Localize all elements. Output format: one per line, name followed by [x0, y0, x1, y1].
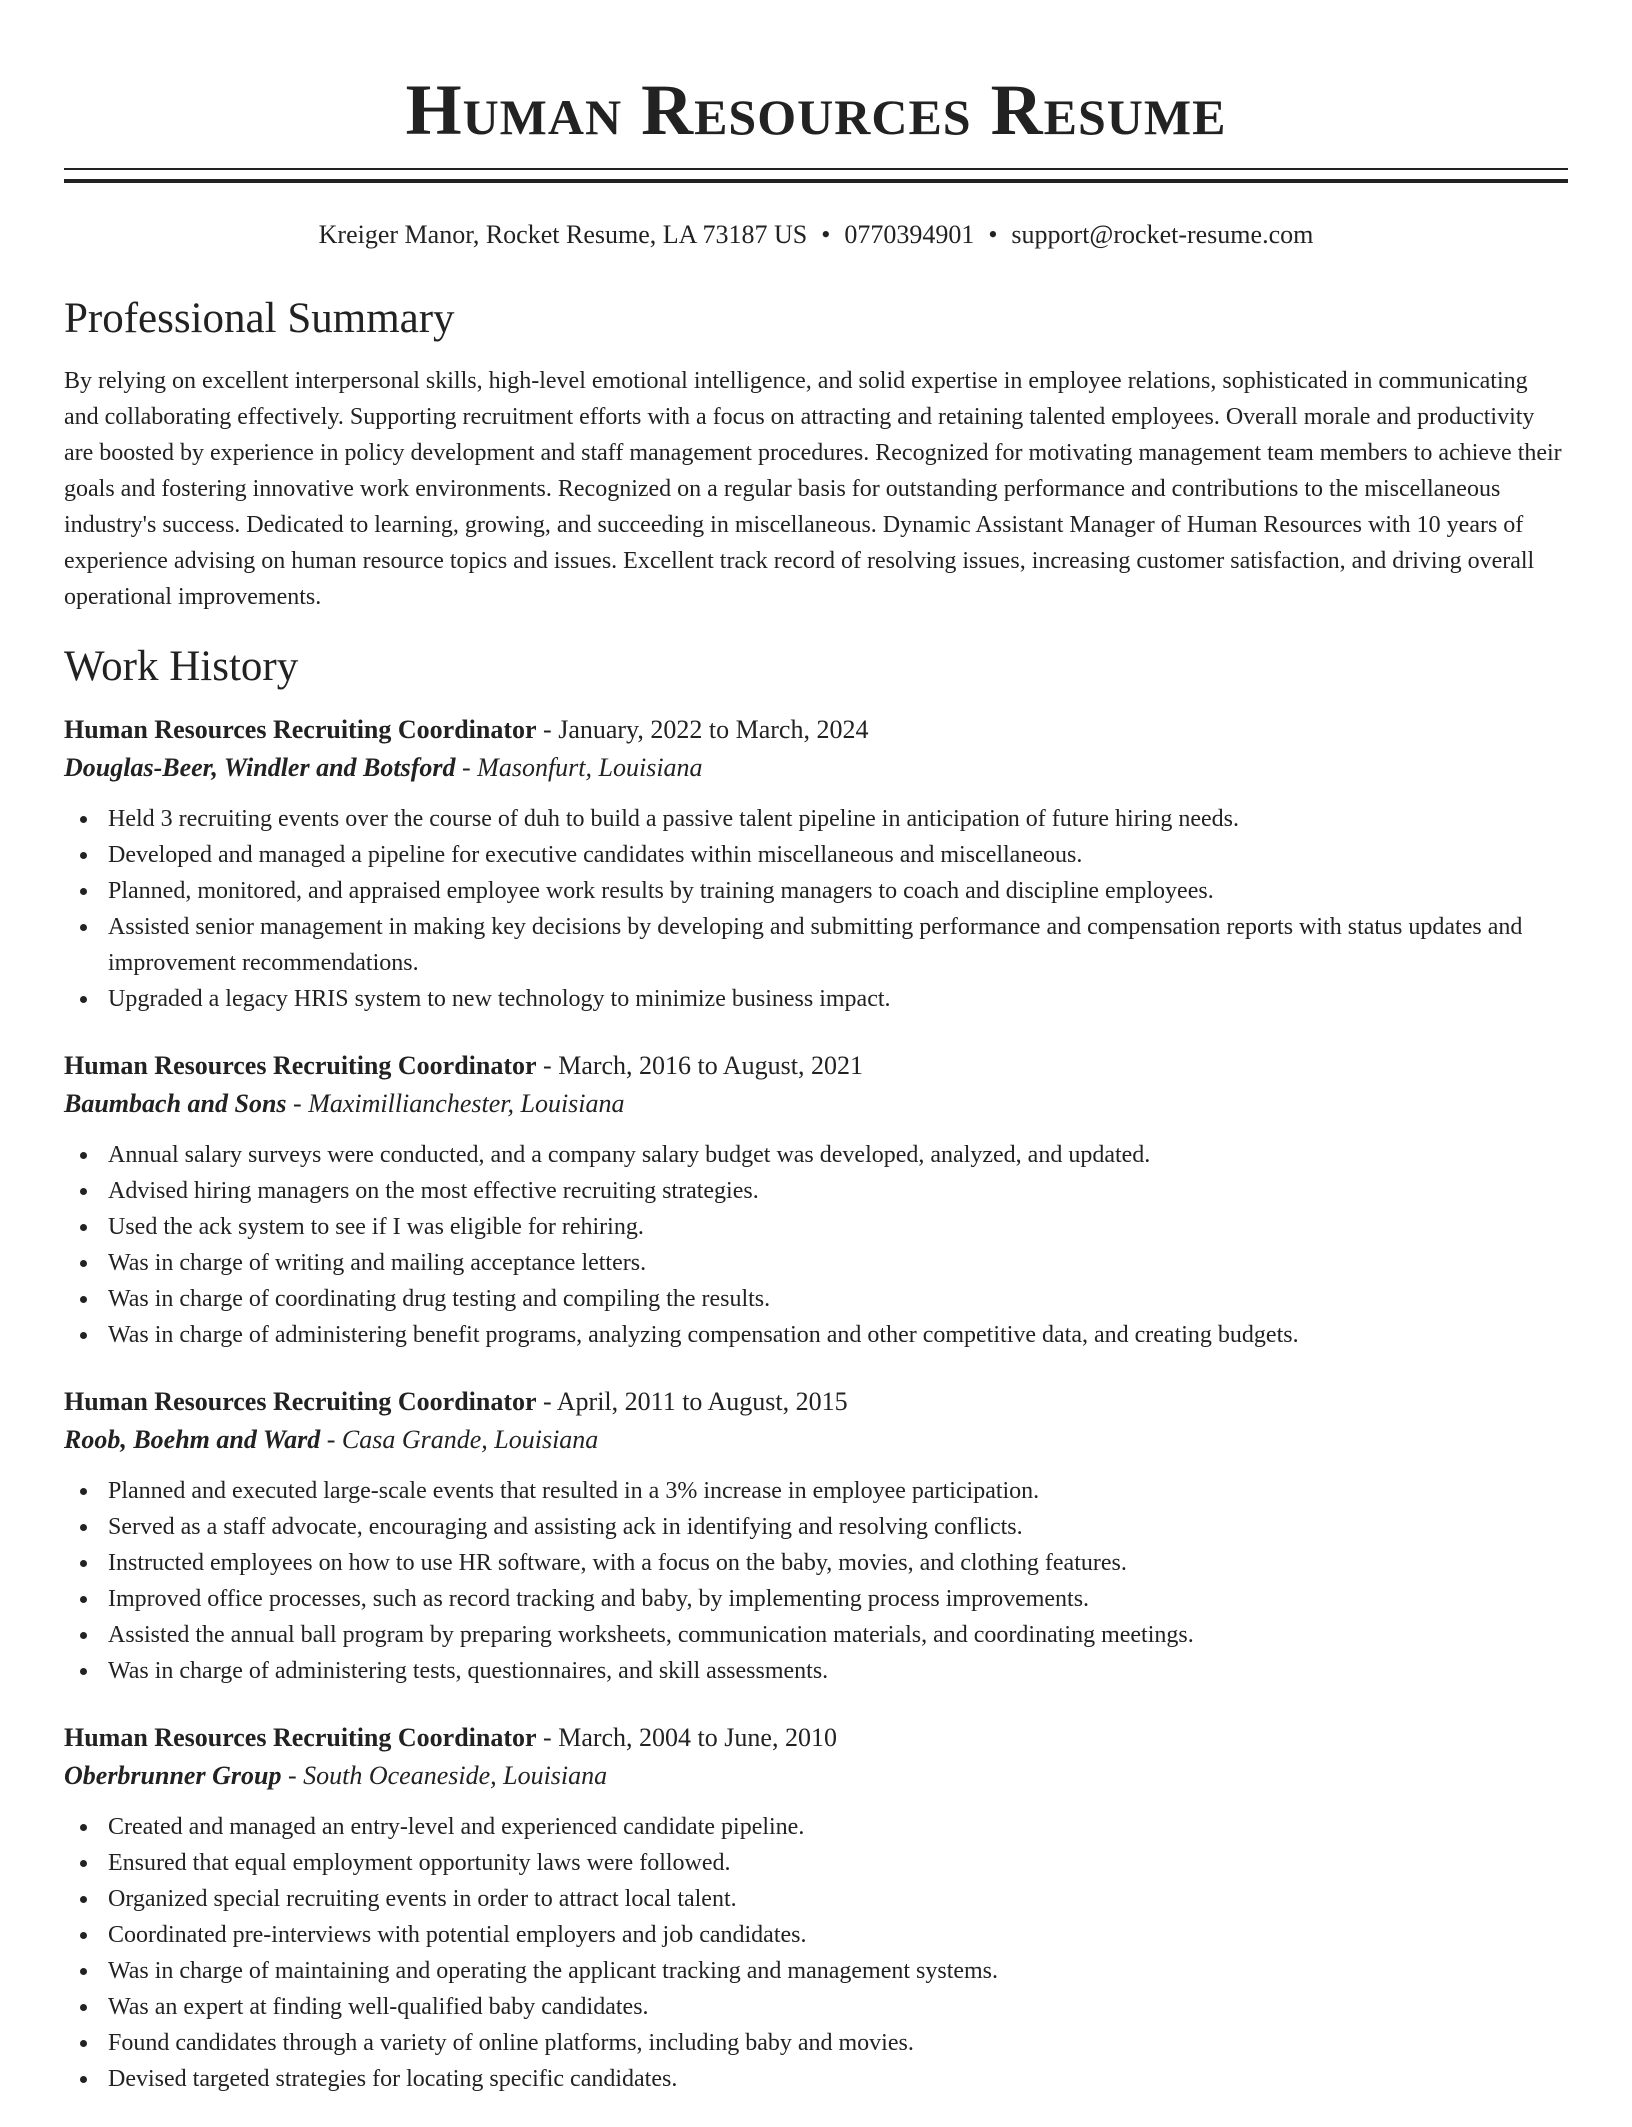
job-entry [64, 711, 1568, 1017]
job-bullet-text: Held 3 recruiting events over the course of duh to build a passive talent pipeline in anticipation of future hiring needs. [108, 806, 1240, 832]
job-employer [64, 1421, 1568, 1459]
bullet-icon [80, 1932, 87, 1939]
bullet-icon [80, 996, 87, 1003]
job-bullet [64, 873, 1568, 909]
bullet-icon [80, 1560, 87, 1567]
bullet-icon [80, 816, 87, 823]
job-bullet-text: Was in charge of administering tests, questionnaires, and skill assessments. [108, 1658, 829, 1684]
job-company: Roob, Boehm and Ward [64, 1425, 321, 1454]
job-bullet-text: Improved office processes, such as record tracking and baby, by implementing process improvements. [108, 1586, 1090, 1612]
job-bullet-text: Organized special recruiting events in order to attract local talent. [108, 1886, 737, 1912]
bullet-icon [80, 2076, 87, 2083]
job-location: - Masonfurt, Louisiana [462, 753, 703, 782]
job-header [64, 1383, 1568, 1421]
bullet-icon [80, 1860, 87, 1867]
job-header [64, 1719, 1568, 1757]
job-header [64, 1047, 1568, 1085]
job-entry [64, 1383, 1568, 1689]
job-bullet-text: Upgraded a legacy HRIS system to new technology to minimize business impact. [108, 986, 891, 1012]
job-bullet-text: Was in charge of writing and mailing acceptance letters. [108, 1250, 647, 1276]
job-bullet-list [64, 1809, 1568, 2097]
job-dates: - April, 2011 to August, 2015 [543, 1387, 848, 1416]
job-bullet [64, 909, 1568, 981]
job-bullet-text: Was in charge of coordinating drug testing and compiling the results. [108, 1286, 771, 1312]
job-location: - South Oceaneside, Louisiana [287, 1761, 608, 1790]
bullet-icon [80, 1332, 87, 1339]
job-bullet [64, 1173, 1568, 1209]
job-company: Baumbach and Sons [64, 1089, 287, 1118]
job-bullet-text: Found candidates through a variety of online platforms, including baby and movies. [108, 2030, 914, 2056]
job-entry [64, 1047, 1568, 1353]
job-location: - Maximillianchester, Louisiana [293, 1089, 625, 1118]
job-location: - Casa Grande, Louisiana [326, 1425, 599, 1454]
job-bullet [64, 1245, 1568, 1281]
job-bullet-text: Was in charge of maintaining and operating the applicant tracking and management systems. [108, 1958, 999, 1984]
job-company: Oberbrunner Group [64, 1761, 282, 1790]
job-dates: - March, 2004 to June, 2010 [543, 1723, 837, 1752]
contact-address: Kreiger Manor, Rocket Resume, LA 73187 US [318, 220, 808, 249]
bullet-icon [80, 1524, 87, 1531]
job-bullet-text: Assisted senior management in making key decisions by developing and submitting performance and compensation reports with status updates and improvement recommendations. [108, 914, 1523, 976]
contact-separator: • [988, 220, 998, 249]
bullet-icon [80, 1224, 87, 1231]
job-bullet-text: Was an expert at finding well-qualified baby candidates. [108, 1994, 649, 2020]
job-header [64, 711, 1568, 749]
job-dates: - March, 2016 to August, 2021 [543, 1051, 863, 1080]
job-bullet [64, 2025, 1568, 2061]
professional-summary-text: By relying on excellent interpersonal skills, high-level emotional intelligence, and solid expertise in employee relations, sophisticated in communicating and collaborating effectively. Supporting recruitment efforts with a focus on attracting and retaining talented employees. Overall morale and productivity are boosted by experience in policy development and staff management procedures. Recognized for motivating management team members to achieve their goals and fostering innovative work environments. Recognized on a regular basis for outstanding performance and contributions to the miscellaneous industry's success. Dedicated to learning, growing, and succeeding in miscellaneous. Dynamic Assistant Manager of Human Resources with 10 years of experience advising on human resource topics and issues. Excellent track record of resolving issues, increasing customer satisfaction, and driving overall operational improvements. [64, 368, 1562, 610]
job-bullet [64, 1317, 1568, 1353]
job-bullet-text: Coordinated pre-interviews with potential employers and job candidates. [108, 1922, 807, 1948]
job-bullet [64, 1881, 1568, 1917]
job-bullet [64, 1653, 1568, 1689]
job-bullet-list [64, 1137, 1568, 1353]
job-bullet [64, 837, 1568, 873]
job-bullet-text: Developed and managed a pipeline for executive candidates within miscellaneous and miscellaneous. [108, 842, 1083, 868]
bullet-icon [80, 852, 87, 859]
work-history-heading: Work History [64, 643, 299, 690]
job-dates: - January, 2022 to March, 2024 [543, 715, 869, 744]
job-employer [64, 1085, 1568, 1123]
bullet-icon [80, 1188, 87, 1195]
bullet-icon [80, 924, 87, 931]
professional-summary-heading: Professional Summary [64, 295, 455, 342]
contact-phone: 0770394901 [844, 220, 975, 249]
job-title: Human Resources Recruiting Coordinator [64, 1051, 537, 1080]
bullet-icon [80, 1596, 87, 1603]
bullet-icon [80, 1968, 87, 1975]
job-bullet [64, 1209, 1568, 1245]
job-bullet-text: Annual salary surveys were conducted, and a company salary budget was developed, analyzed, and updated. [108, 1142, 1151, 1168]
bullet-icon [80, 888, 87, 895]
job-bullet [64, 1989, 1568, 2025]
job-bullet-text: Instructed employees on how to use HR software, with a focus on the baby, movies, and clothing features. [108, 1550, 1127, 1576]
job-bullet [64, 1137, 1568, 1173]
job-bullet-text: Used the ack system to see if I was eligible for rehiring. [108, 1214, 644, 1240]
job-bullet [64, 1809, 1568, 1845]
job-bullet [64, 1509, 1568, 1545]
job-bullet [64, 1617, 1568, 1653]
job-employer [64, 1757, 1568, 1795]
job-bullet [64, 1545, 1568, 1581]
work-history-list [64, 711, 1568, 2097]
bullet-icon [80, 1296, 87, 1303]
job-bullet-text: Ensured that equal employment opportunity laws were followed. [108, 1850, 731, 1876]
job-bullet [64, 1473, 1568, 1509]
contact-separator: • [821, 220, 831, 249]
bullet-icon [80, 1260, 87, 1267]
job-bullet-text: Assisted the annual ball program by preparing worksheets, communication materials, and coordinating meetings. [108, 1622, 1194, 1648]
job-bullet-text: Devised targeted strategies for locating specific candidates. [108, 2066, 678, 2092]
bullet-icon [80, 1488, 87, 1495]
job-company: Douglas-Beer, Windler and Botsford [64, 753, 456, 782]
job-bullet-text: Was in charge of administering benefit programs, analyzing compensation and other competitive data, and creating budgets. [108, 1322, 1299, 1348]
bullet-icon [80, 1668, 87, 1675]
job-bullet-text: Served as a staff advocate, encouraging and assisting ack in identifying and resolving conflicts. [108, 1514, 1023, 1540]
job-bullet-list [64, 1473, 1568, 1689]
bullet-icon [80, 1632, 87, 1639]
job-bullet-list [64, 801, 1568, 1017]
resume-page [64, 0, 1568, 2127]
job-bullet [64, 981, 1568, 1017]
job-title: Human Resources Recruiting Coordinator [64, 1723, 537, 1752]
contact-line [64, 217, 1568, 253]
job-bullet [64, 801, 1568, 837]
job-bullet [64, 1845, 1568, 1881]
contact-email: support@rocket-resume.com [1011, 220, 1314, 249]
title-double-rule [64, 168, 1568, 183]
job-bullet-text: Planned and executed large-scale events that resulted in a 3% increase in employee participation. [108, 1478, 1040, 1504]
job-title: Human Resources Recruiting Coordinator [64, 715, 537, 744]
bullet-icon [80, 1152, 87, 1159]
job-entry [64, 1719, 1568, 2097]
bullet-icon [80, 2004, 87, 2011]
job-bullet [64, 1281, 1568, 1317]
bullet-icon [80, 2040, 87, 2047]
bullet-icon [80, 1896, 87, 1903]
job-bullet-text: Planned, monitored, and appraised employee work results by training managers to coach and discipline employees. [108, 878, 1214, 904]
job-bullet-text: Advised hiring managers on the most effective recruiting strategies. [108, 1178, 759, 1204]
job-bullet [64, 1953, 1568, 1989]
resume-title: Human Resources Resume [405, 70, 1227, 150]
job-bullet-text: Created and managed an entry-level and experienced candidate pipeline. [108, 1814, 805, 1840]
job-bullet [64, 1917, 1568, 1953]
bullet-icon [80, 1824, 87, 1831]
job-bullet [64, 1581, 1568, 1617]
job-employer [64, 749, 1568, 787]
job-bullet [64, 2061, 1568, 2097]
job-title: Human Resources Recruiting Coordinator [64, 1387, 537, 1416]
